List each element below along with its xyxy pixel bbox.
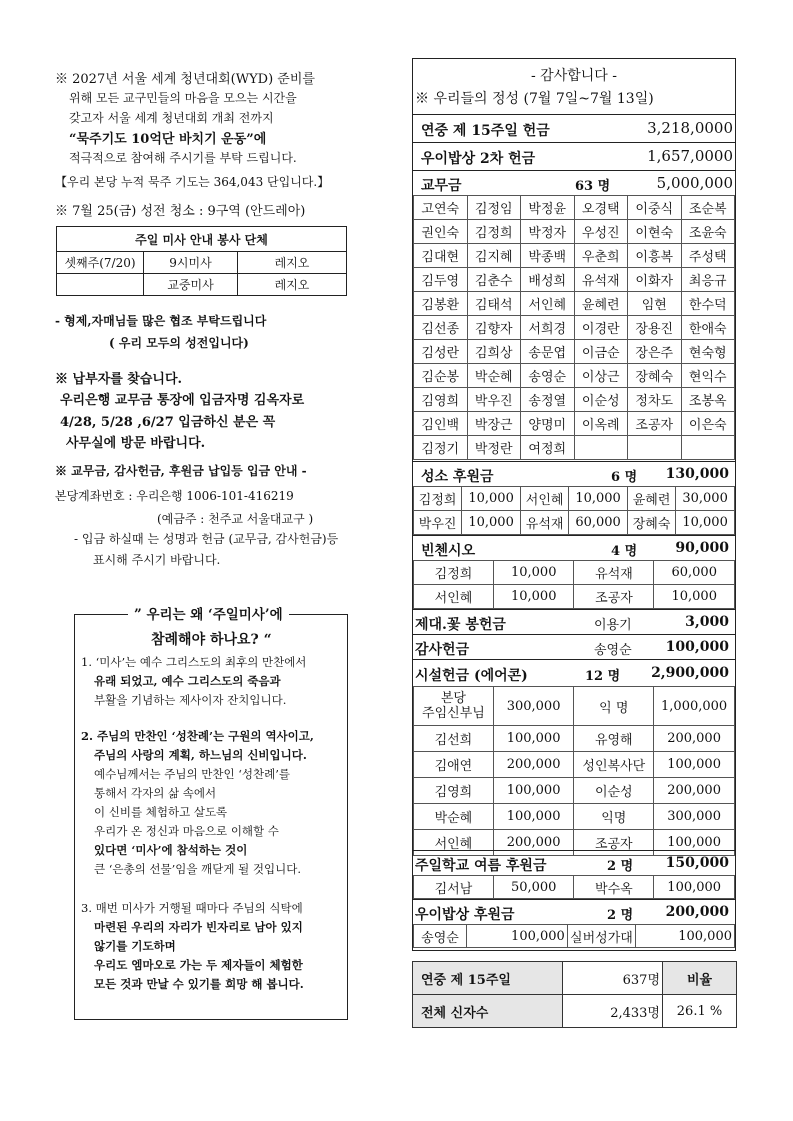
deposit-title: ※ 교무금, 감사헌금, 후원금 납입등 입금 안내 -	[55, 464, 307, 478]
table-cell: 200,000	[493, 830, 574, 856]
table-cell: 이화자	[628, 268, 682, 292]
box-line: 예수님께서는 주님의 만찬인 ‘성찬례’를	[94, 767, 291, 781]
table-row	[414, 804, 735, 830]
table-cell: 윤혜련	[627, 487, 675, 511]
table-cell: 조공자	[628, 412, 682, 436]
row-name: 이용기	[594, 618, 632, 633]
table-cell: 김애연	[414, 752, 494, 778]
table-cell: 100,000	[636, 925, 735, 948]
service-cell: 교중미사	[144, 274, 238, 296]
deposit-account: 본당계좌번호 : 우리은행 1006-101-416219	[55, 489, 294, 503]
payer-line-2: 4/28, 5/28 ,6/27 입금하신 분은 꼭	[60, 415, 276, 430]
table-row	[414, 364, 735, 388]
table-cell: 조공자	[574, 830, 654, 856]
table-cell	[628, 436, 682, 460]
table-cell: 이현숙	[628, 220, 682, 244]
table-cell: 유석재	[520, 511, 568, 535]
table-cell: 현숙형	[681, 340, 735, 364]
table-cell: 한애숙	[681, 316, 735, 340]
table-cell: 이흥복	[628, 244, 682, 268]
row-count: 6 명	[611, 470, 638, 485]
row-count: 2 명	[607, 908, 634, 923]
ubab2-offering-row	[413, 142, 735, 171]
table-cell: 김춘수	[467, 268, 521, 292]
row-label: 우이밥상 후원금	[415, 907, 515, 923]
table-cell: 10,000	[654, 585, 735, 609]
table-cell: 장혜숙	[628, 364, 682, 388]
ubab-row	[413, 899, 735, 925]
table-row	[414, 925, 735, 948]
table-cell: 박우진	[467, 388, 521, 412]
seongso-row	[413, 461, 735, 487]
cooperation-text: - 형제,자매님들 많은 협조 부탁드립니다	[55, 314, 267, 328]
row-amount: 3,000	[685, 614, 729, 630]
table-cell: 장혜숙	[627, 511, 675, 535]
row-label: 제대.꽃 봉헌금	[415, 617, 506, 633]
box-line: 유래 되었고, 예수 그리스도의 죽음과	[94, 674, 281, 688]
table-cell: 최응규	[681, 268, 735, 292]
table-row	[414, 388, 735, 412]
table-cell: 박순혜	[467, 364, 521, 388]
facility-table	[413, 686, 735, 856]
rosary-count: 【우리 본당 누적 묵주 기도는 364,043 단입니다.】	[55, 175, 330, 189]
table-row	[414, 244, 735, 268]
table-cell: 유영해	[574, 726, 654, 752]
attendance-label: 연중 제 15주일	[413, 962, 563, 995]
box-line: 부활을 기념하는 제사이자 잔치입니다.	[94, 693, 287, 707]
table-cell: 박장근	[467, 412, 521, 436]
table-cell: 김순봉	[414, 364, 468, 388]
service-cell	[57, 274, 144, 296]
facility-row	[413, 659, 735, 687]
row-amount: 150,000	[665, 855, 729, 871]
row-name: 송영순	[594, 643, 632, 658]
table-row	[414, 726, 735, 752]
row-count: 2 명	[607, 859, 634, 874]
table-cell: 배성희	[521, 268, 575, 292]
table-cell: 50,000	[493, 876, 573, 899]
sunday-offering-row	[413, 114, 735, 143]
table-cell: 김두영	[414, 268, 468, 292]
table-cell: 김정기	[414, 436, 468, 460]
row-amount: 200,000	[665, 904, 729, 920]
box-line: 우리가 온 정신과 마음으로 이해할 수	[94, 824, 279, 838]
table-cell: 한수덕	[681, 292, 735, 316]
table-cell: 김서남	[414, 876, 494, 899]
table-cell: 성인복사단	[574, 752, 654, 778]
table-cell: 서희경	[521, 316, 575, 340]
box-title-1: ” 우리는 왜 ‘주일미사’에	[128, 603, 289, 623]
table-cell: 이금순	[574, 340, 628, 364]
table-row	[414, 778, 735, 804]
row-label: 연중 제 15주일 헌금	[421, 123, 550, 139]
table-cell: 우춘희	[574, 244, 628, 268]
table-cell: 김정임	[467, 196, 521, 220]
table-cell: 10,000	[462, 511, 521, 535]
ratio-value: 26.1 %	[663, 995, 737, 1028]
cooperation-subtext: ( 우리 모두의 성전입니다)	[109, 336, 249, 350]
table-cell: 조공자	[574, 585, 654, 609]
table-cell: 주성택	[681, 244, 735, 268]
table-cell: 10,000	[494, 561, 574, 585]
sunday-mass-box	[74, 607, 348, 1020]
panel-subtitle: ※ 우리들의 정성 (7월 7일~7월 13일)	[415, 91, 654, 107]
table-cell: 60,000	[569, 511, 628, 535]
box-line: 있다면 ‘미사’에 참석하는 것이	[94, 843, 248, 857]
box-paragraph-3	[81, 899, 304, 994]
box-paragraph-1	[81, 653, 306, 710]
row-amount: 1,657,0000	[647, 147, 733, 165]
table-row	[414, 585, 735, 609]
ratio-header: 비율	[663, 962, 737, 995]
box-title-2: 참례해야 하나요? “	[151, 632, 272, 648]
row-amount: 2,900,000	[651, 665, 729, 681]
table-cell: 100,000	[493, 726, 574, 752]
table-cell: 박수옥	[574, 876, 654, 899]
table-cell: 실버성가대	[567, 925, 635, 948]
table-cell: 본당 주임신부님	[414, 687, 494, 726]
row-label: 감사헌금	[415, 642, 470, 658]
table-cell	[574, 436, 628, 460]
table-cell: 서인혜	[521, 292, 575, 316]
vincent-row	[413, 535, 735, 561]
service-cell: 셋째주(7/20)	[57, 252, 144, 274]
table-cell: 60,000	[654, 561, 735, 585]
table-cell: 이은숙	[681, 412, 735, 436]
service-table-header: 주일 미사 안내 봉사 단체	[57, 227, 347, 252]
table-row	[414, 292, 735, 316]
table-cell: 100,000	[467, 925, 568, 948]
table-cell: 김영희	[414, 388, 468, 412]
row-count: 4 명	[611, 544, 638, 559]
service-cell: 9시미사	[144, 252, 238, 274]
row-label: 시설헌금 (에어콘)	[415, 668, 528, 684]
service-cell: 레지오	[238, 252, 347, 274]
table-row	[414, 220, 735, 244]
wyd-title: ※ 2027년 서울 세계 청년대회(WYD) 준비를	[55, 72, 315, 87]
row-label: 빈첸시오	[421, 543, 476, 559]
row-amount: 100,000	[665, 639, 729, 655]
table-cell: 임현	[628, 292, 682, 316]
table-row	[414, 316, 735, 340]
table-cell: 서인혜	[414, 585, 494, 609]
table-cell	[681, 436, 735, 460]
table-row	[414, 436, 735, 460]
table-cell: 익명	[574, 804, 654, 830]
thanks-row	[413, 634, 735, 660]
wyd-line-2: 갖고자 서울 세계 청년대회 개최 전까지	[69, 111, 274, 125]
table-cell: 박종백	[521, 244, 575, 268]
deposit-note-2: 표시해 주시기 바랍니다.	[93, 553, 221, 567]
table-cell: 유석재	[574, 268, 628, 292]
ubab-table	[413, 924, 735, 948]
table-cell: 김영희	[414, 778, 494, 804]
table-cell: 10,000	[462, 487, 521, 511]
table-cell: 조순복	[681, 196, 735, 220]
table-cell: 이순성	[574, 388, 628, 412]
row-label: 주일학교 여름 후원금	[415, 858, 547, 874]
box-line: 모든 것과 만날 수 있기를 희망 해 봅니다.	[94, 977, 304, 991]
table-cell: 10,000	[569, 487, 628, 511]
row-amount: 5,000,000	[656, 174, 733, 192]
table-cell: 이순성	[574, 778, 654, 804]
table-row	[414, 268, 735, 292]
table-cell: 300,000	[654, 804, 735, 830]
payer-line-3: 사무실에 방문 바랍니다.	[66, 436, 206, 451]
attendance-value: 637명	[563, 962, 663, 995]
table-cell: 100,000	[654, 752, 735, 778]
table-cell: 1,000,000	[654, 687, 735, 726]
table-row	[414, 511, 735, 535]
table-cell: 송영순	[414, 925, 467, 948]
table-cell: 김희상	[467, 340, 521, 364]
box-line: 3. 매번 미사가 거행될 때마다 주님의 식탁에	[81, 901, 303, 915]
table-cell: 10,000	[494, 585, 574, 609]
table-cell: 김성란	[414, 340, 468, 364]
table-cell: 여정희	[521, 436, 575, 460]
table-cell: 정차도	[628, 388, 682, 412]
table-cell: 김향자	[467, 316, 521, 340]
table-cell: 박우진	[414, 511, 462, 535]
table-cell: 김인백	[414, 412, 468, 436]
table-cell: 박정자	[521, 220, 575, 244]
wyd-line-3: “묵주기도 10억단 바치기 운동”에	[69, 132, 267, 147]
table-cell: 장용진	[628, 316, 682, 340]
row-label: 교무금	[421, 178, 462, 194]
table-cell: 조봉옥	[681, 388, 735, 412]
table-cell: 송문엽	[521, 340, 575, 364]
table-cell: 고연숙	[414, 196, 468, 220]
table-cell: 김지혜	[467, 244, 521, 268]
table-row	[414, 752, 735, 778]
table-row	[414, 561, 735, 585]
table-cell: 100,000	[654, 876, 735, 899]
table-cell: 익 명	[574, 687, 654, 726]
school-table	[413, 875, 735, 899]
table-cell: 양명미	[521, 412, 575, 436]
table-cell: 200,000	[654, 726, 735, 752]
row-amount: 130,000	[665, 466, 729, 482]
table-cell: 김정희	[467, 220, 521, 244]
table-cell: 현익수	[681, 364, 735, 388]
box-line: 1. ‘미사’는 예수 그리스도의 최후의 만찬에서	[81, 655, 307, 669]
gyomu-names-table	[413, 195, 735, 460]
service-table	[56, 226, 347, 296]
box-paragraph-2	[81, 727, 314, 879]
table-cell: 윤혜련	[574, 292, 628, 316]
box-line: 우리도 엠마오로 가는 두 제자들이 체험한	[94, 958, 303, 972]
box-line: 마련된 우리의 자리가 빈자리로 남아 있지	[94, 920, 303, 934]
donations-panel	[412, 58, 736, 951]
cleaning-notice: ※ 7월 25(금) 성전 청소 : 9구역 (안드레아)	[55, 204, 306, 219]
table-cell: 김태석	[467, 292, 521, 316]
payer-title: ※ 납부자를 찾습니다.	[55, 372, 183, 387]
table-row	[414, 340, 735, 364]
panel-title: - 감사합니다 -	[531, 68, 617, 84]
table-row	[414, 687, 735, 726]
table-cell: 오경택	[574, 196, 628, 220]
deposit-note-1: - 입금 하실때 는 성명과 헌금 (교무금, 감사헌금)등	[74, 532, 339, 546]
gyomu-row	[413, 170, 735, 196]
table-cell: 송정열	[521, 388, 575, 412]
payer-line-1: 우리은행 교무금 통장에 입금자명 김옥자로	[60, 393, 305, 408]
table-cell: 30,000	[676, 487, 735, 511]
attendance-table	[412, 961, 737, 1028]
table-cell: 100,000	[493, 804, 574, 830]
row-amount: 90,000	[675, 540, 729, 556]
box-line: 큰 ‘은총의 선물’임을 깨닫게 될 것입니다.	[94, 862, 301, 876]
table-cell: 200,000	[654, 778, 735, 804]
table-cell: 이옥례	[574, 412, 628, 436]
table-cell: 이상근	[574, 364, 628, 388]
table-cell: 조윤숙	[681, 220, 735, 244]
service-cell: 레지오	[238, 274, 347, 296]
table-cell: 100,000	[654, 830, 735, 856]
box-line: 않기를 기도하며	[94, 939, 176, 953]
table-cell: 김대현	[414, 244, 468, 268]
wyd-line-4: 적극적으로 참여해 주시기를 부탁 드립니다.	[69, 151, 297, 165]
members-label: 전체 신자수	[413, 995, 563, 1028]
table-cell: 이경란	[574, 316, 628, 340]
table-cell: 300,000	[493, 687, 574, 726]
table-cell: 10,000	[676, 511, 735, 535]
table-row	[414, 412, 735, 436]
box-line: 이 신비를 체험하고 살도록	[94, 805, 228, 819]
box-line: 통해서 각자의 삶 속에서	[94, 786, 217, 800]
table-cell: 박순혜	[414, 804, 494, 830]
table-cell: 김봉환	[414, 292, 468, 316]
table-cell: 박정윤	[521, 196, 575, 220]
table-cell: 200,000	[493, 752, 574, 778]
table-cell: 김정희	[414, 561, 494, 585]
row-count: 63 명	[575, 179, 611, 194]
table-cell: 박정란	[467, 436, 521, 460]
box-line: 2. 주님의 만찬인 ‘성찬례’는 구원의 역사이고,	[81, 729, 314, 743]
table-cell: 서인혜	[520, 487, 568, 511]
table-cell: 김선종	[414, 316, 468, 340]
row-amount: 3,218,0000	[647, 119, 733, 137]
table-row	[414, 876, 735, 899]
school-row	[413, 850, 735, 876]
table-cell: 100,000	[493, 778, 574, 804]
wyd-line-1: 위해 모든 교구민들의 마음을 모으는 시간을	[69, 91, 297, 105]
vincent-table	[413, 560, 735, 609]
seongso-table	[413, 486, 735, 535]
table-cell: 이중식	[628, 196, 682, 220]
table-row	[414, 196, 735, 220]
table-cell: 김선희	[414, 726, 494, 752]
table-cell: 유석재	[574, 561, 654, 585]
table-cell: 송영순	[521, 364, 575, 388]
row-label: 우이밥상 2차 헌금	[421, 151, 536, 167]
row-label: 성소 후원금	[421, 469, 494, 485]
table-cell: 장은주	[628, 340, 682, 364]
deposit-holder: (예금주 : 천주교 서울대교구 )	[157, 512, 314, 526]
table-cell: 권인숙	[414, 220, 468, 244]
box-line: 주님의 사랑의 계획, 하느님의 신비입니다.	[94, 748, 307, 762]
table-row	[414, 487, 735, 511]
row-count: 12 명	[585, 669, 621, 684]
members-value: 2,433명	[563, 995, 663, 1028]
table-cell: 서인혜	[414, 830, 494, 856]
table-cell: 우성진	[574, 220, 628, 244]
table-cell: 김정희	[414, 487, 462, 511]
flower-row	[413, 609, 735, 635]
